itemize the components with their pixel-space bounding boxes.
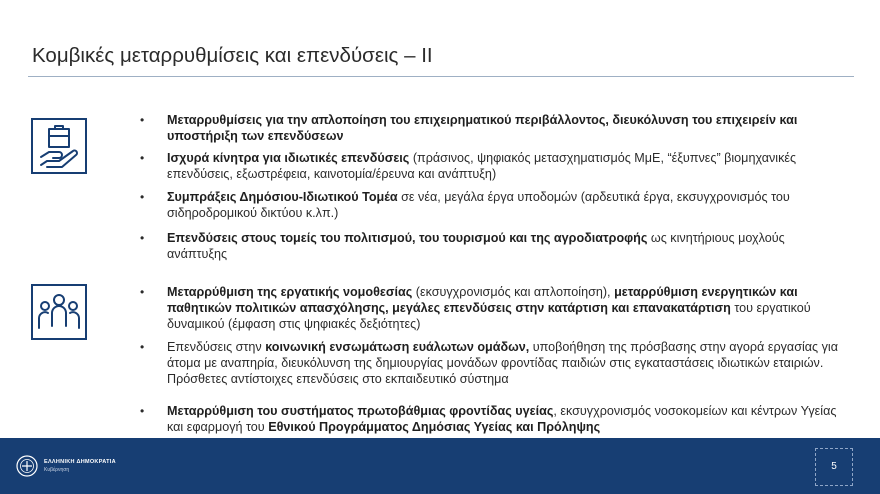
list-item: • Ισχυρά κίνητρα για ιδιωτικές επενδύσεις (πράσινος, ψηφιακός μετασχηματισμός ΜμΕ, “έξυπνες” βιομηχανικές επενδύσεις, εξωστρέφεια, καινοτομία/έρευνα και ανάπτυξη) (140, 151, 797, 181)
list-item: • Μεταρρύθμιση του συστήματος πρωτοβάθμιας φροντίδας υγείας, εκσυγχρονισμός νοσοκομείων και κέντρων Υγείας και εφαρμογή του Εθνικού Προγράμματος Δημόσιας Υγείας και Πρόληψης (140, 404, 837, 434)
org-subtitle: Κυβέρνηση (44, 467, 70, 473)
slide-title: Κομβικές μεταρρυθμίσεις και επενδύσεις – ΙΙ (32, 44, 433, 67)
page-number-box (815, 448, 853, 486)
page-number: 5 (831, 461, 837, 472)
investment-bullet-list (140, 112, 840, 266)
org-name: ΕΛΛΗΝΙΚΗ ΔΗΜΟΚΡΑΤΙΑ (44, 459, 116, 465)
footer-bar (0, 438, 880, 494)
government-emblem-icon (16, 455, 38, 477)
list-item: • Επενδύσεις στην κοινωνική ενσωμάτωση ευάλωτων ομάδων, υποβοήθηση της πρόσβασης στην αγορά εργασίας για άτομα με αναπηρία, διευκόλυνση της δημιουργίας μονάδων φροντίδας παιδιών στις εγκαταστάσεις ιδιωτικών εταιριών. Πρόσθετες αντίστοιχες επενδύσεις στο εκπαιδευτικό σύστημα (140, 340, 838, 386)
list-item: • Συμπράξεις Δημόσιου-Ιδιωτικού Τομέα σε νέα, μεγάλα έργα υποδομών (αρδευτικά έργα, εκσυγχρονισμός του σιδηροδρομικού δικτύου κ.λπ.) (140, 190, 790, 220)
list-item: • Μεταρρύθμιση της εργατικής νομοθεσίας (εκσυγχρονισμός και απλοποίηση), μεταρρύθμιση ενεργητικών και παθητικών πολιτικών απασχόλησης, μεγάλες επενδύσεις στην κατάρτιση και επανακατάρτιση του εργατικού δυναμικού (έμφαση στις ψηφιακές δεξιότητες) (140, 285, 811, 331)
list-item: • Επενδύσεις στους τομείς του πολιτισμού, του τουρισμού και της αγροδιατροφής ως κινητήριους μοχλούς ανάπτυξης (140, 231, 785, 261)
briefcase-hand-icon (31, 118, 87, 174)
people-group-icon (31, 284, 87, 340)
title-divider (28, 76, 854, 77)
labour-health-bullet-list (140, 284, 840, 437)
list-item: • Μεταρρυθμίσεις για την απλοποίηση του επιχειρηματικού περιβάλλοντος, διευκόλυνση του επιχειρείν και υποστήριξη των επενδύσεων (140, 113, 798, 143)
